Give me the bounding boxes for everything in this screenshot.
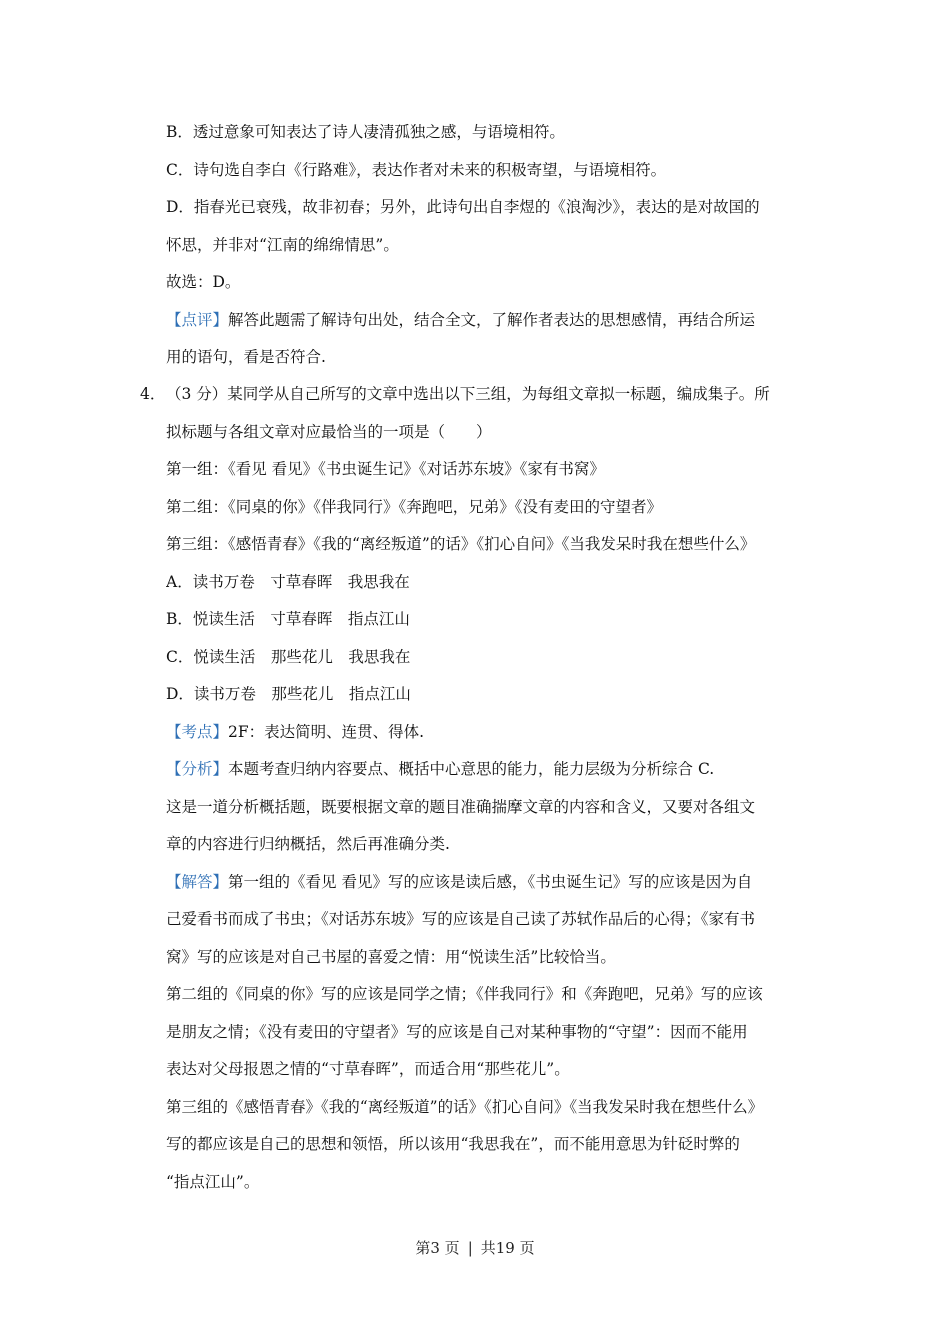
jieda-line9: “指点江山”。 — [166, 1172, 260, 1191]
option-d-explanation-line2: 怀思，并非对“江南的绵绵情思”。 — [166, 235, 399, 254]
review-tag: 【点评】 — [166, 310, 229, 329]
page-footer — [0, 1237, 950, 1258]
question-4-body — [166, 451, 806, 1201]
jieda-line1 — [166, 864, 806, 902]
option-b: B．悦读生活 寸草春晖 指点江山 — [166, 610, 410, 628]
answer-choice: 故选：D。 — [166, 273, 241, 291]
group-1: 第一组：《看见 看见》《书虫诞生记》《对话苏东坡》《家有书窝》 — [166, 460, 605, 478]
review-line1 — [166, 302, 806, 340]
question-stem-text: （3 分）某同学从自己所写的文章中选出以下三组，为每组文章拟一标题，编成集子。所 — [166, 385, 770, 403]
kaodian-text: 2F：表达简明、连贯、得体. — [228, 722, 425, 741]
question-stem-line1 — [140, 376, 806, 414]
page-number: 第3 页 — [415, 1239, 460, 1257]
jieda-text: 第一组的《看见 看见》写的应该是读后感，《书虫诞生记》写的应该是因为自 — [228, 872, 753, 891]
question-stem-line2: 拟标题与各组文章对应最恰当的一项是（ ） — [166, 422, 492, 441]
question-4 — [140, 376, 806, 451]
option-c: C．悦读生活 那些花儿 我思我在 — [166, 647, 411, 666]
jieda-line4: 第二组的《同桌的你》写的应该是同学之情；《伴我同行》和《奔跑吧，兄弟》写的应该 — [166, 985, 763, 1003]
option-c-explanation: C．诗句选自李白《行路难》，表达作者对未来的积极寄望，与语境相符。 — [166, 160, 667, 179]
jieda-line8: 写的都应该是自己的思想和领悟，所以该用“我思我在”，而不能用意思为针砭时弊的 — [166, 1135, 740, 1153]
jieda-line2: 己爱看书而成了书虫；《对话苏东坡》写的应该是自己读了苏轼作品后的心得；《家有书 — [166, 910, 756, 928]
fenxi-line1 — [166, 751, 806, 789]
fenxi-line3: 章的内容进行归纳概括，然后再准确分类. — [166, 835, 450, 853]
fenxi-text: 本题考查归纳内容要点、概括中心意思的能力，能力层级为分析综合 C. — [228, 760, 715, 778]
group-3: 第三组：《感悟青春》《我的“离经叛道”的话》《扪心自问》《当我发呆时我在想些什么》 — [166, 535, 756, 553]
fenxi-tag: 【分析】 — [166, 760, 229, 778]
page-total: 共19 页 — [480, 1239, 535, 1257]
option-a: A．读书万卷 寸草春晖 我思我在 — [166, 572, 410, 591]
jieda-line6: 表达对父母报恩之情的“寸草春晖”，而适合用“那些花儿”。 — [166, 1060, 570, 1078]
jieda-line3: 窝》写的应该是对自己书屋的喜爱之情：用“悦读生活”比较恰当。 — [166, 947, 616, 966]
review-text: 解答此题需了解诗句出处，结合全文，了解作者表达的思想感情，再结合所运 — [228, 310, 756, 329]
review-line2: 用的语句，看是否符合. — [166, 348, 326, 366]
jieda-line7: 第三组的《感悟青春》《我的“离经叛道”的话》《扪心自问》《当我发呆时我在想些什么》 — [166, 1097, 764, 1116]
jieda-line5: 是朋友之情；《没有麦田的守望者》写的应该是自己对某种事物的“守望”：因而不能用 — [166, 1022, 748, 1041]
option-d-explanation-line1: D．指春光已衰残，故非初春；另外，此诗句出自李煜的《浪淘沙》，表达的是对故国的 — [166, 198, 760, 216]
option-b-explanation: B．透过意象可知表达了诗人凄清孤独之感，与语境相符。 — [166, 123, 565, 141]
kaodian-line — [166, 714, 806, 752]
answer-explanation — [166, 114, 806, 377]
question-number: 4． — [140, 385, 166, 403]
option-d: D．读书万卷 那些花儿 指点江山 — [166, 685, 411, 703]
kaodian-tag: 【考点】 — [166, 722, 229, 741]
group-2: 第二组：《同桌的你》《伴我同行》《奔跑吧，兄弟》《没有麦田的守望者》 — [166, 497, 663, 516]
jieda-tag: 【解答】 — [166, 872, 229, 891]
footer-separator: | — [467, 1239, 473, 1257]
fenxi-line2: 这是一道分析概括题，既要根据文章的题目准确揣摩文章的内容和含义，又要对各组文 — [166, 797, 756, 816]
